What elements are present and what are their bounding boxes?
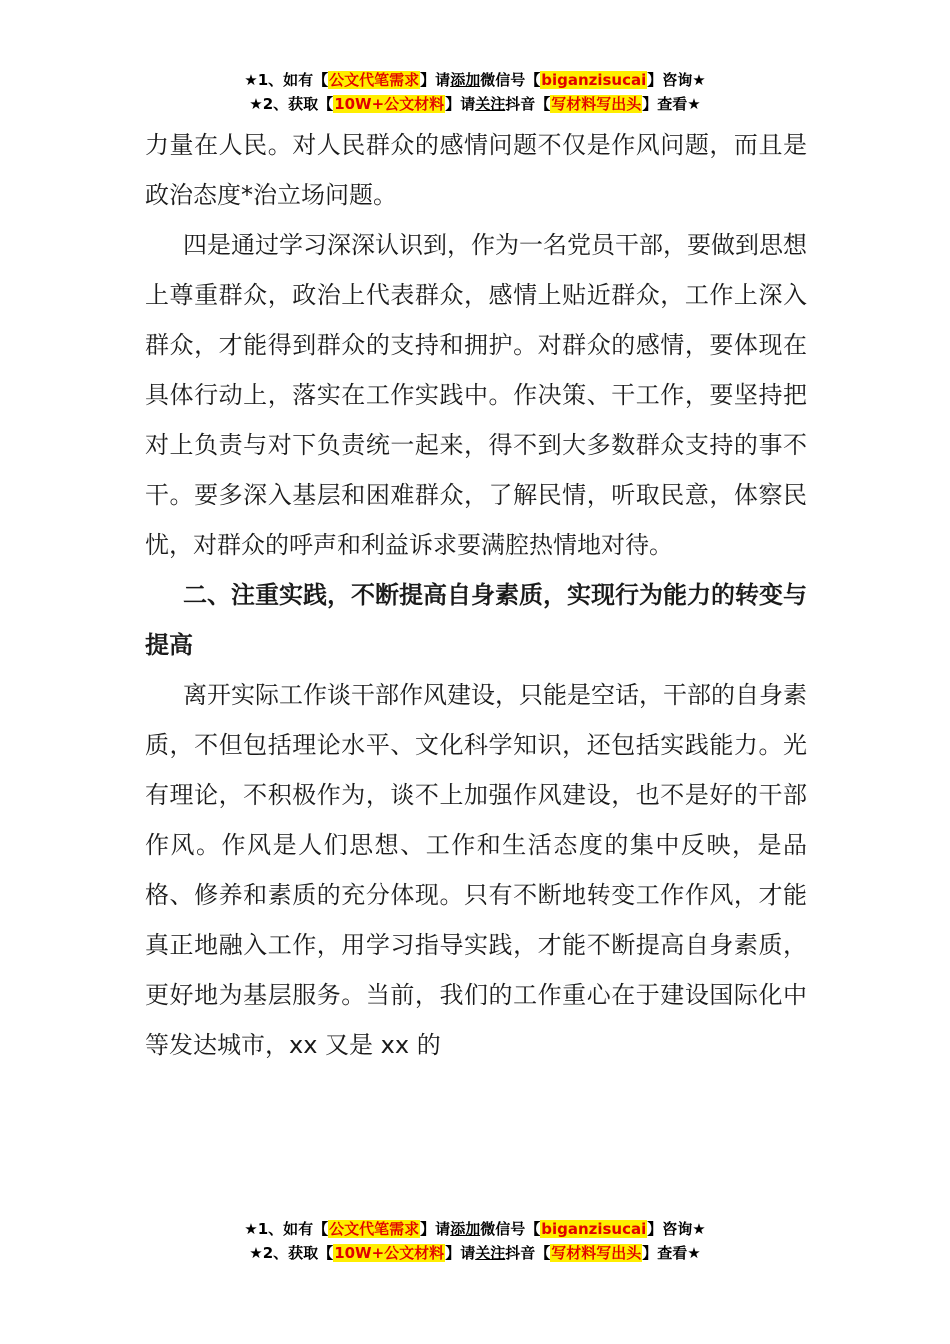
paragraph: 力量在人民。对人民群众的感情问题不仅是作风问题，而且是政治态度*治立场问题。 [145,131,807,209]
banner-line-2 [0,92,950,116]
banner-text: 抖音【 [505,95,551,113]
banner-text: 微信号【 [480,71,541,89]
section-heading: 二、注重实践，不断提高自身素质，实现行为能力的转变与提高 [145,581,807,659]
banner-line-1 [0,1217,950,1241]
banner-text: 】请 [445,95,476,113]
highlight-service: 公文代笔需求 [329,71,420,89]
banner-text: 】咨询★ [647,71,706,89]
banner-text: 】请 [445,1244,476,1262]
banner-text: 抖音【 [505,1244,551,1262]
banner-text: 微信号【 [480,1220,541,1238]
footer-banner [0,1217,950,1265]
highlight-douyin-account: 写材料写出头 [551,1244,642,1262]
banner-text: ★1、如有【 [244,1220,329,1238]
paragraph: 四是通过学习深深认识到，作为一名党员干部，要做到思想上尊重群众，政治上代表群众，感情上贴近群众，工作上深入群众，才能得到群众的支持和拥护。对群众的感情，要体现在具体行动上，落实在工作实践中。作决策、干工作，要坚持把对上负责与对下负责统一起来，得不到大多数群众支持的事不干。要多深入基层和困难群众，了解民情，听取民意，体察民忧，对群众的呼声和利益诉求要满腔热情地对待。 [145,231,807,559]
highlight-service: 公文代笔需求 [329,1220,420,1238]
banner-text: 】查看★ [642,95,701,113]
highlight-materials: 10W+公文材料 [334,95,445,113]
document-body [145,120,807,1070]
banner-text: ★1、如有【 [244,71,329,89]
header-banner [0,68,950,116]
underlined-text: 添加 [450,1220,481,1238]
highlight-wechat-id: biganzisucai [541,1220,647,1238]
underlined-text: 关注 [475,95,506,113]
underlined-text: 关注 [475,1244,506,1262]
underlined-text: 添加 [450,71,481,89]
banner-text: ★2、获取【 [249,1244,334,1262]
banner-line-2 [0,1241,950,1265]
highlight-materials: 10W+公文材料 [334,1244,445,1262]
highlight-wechat-id: biganzisucai [541,71,647,89]
banner-text: 】请 [420,1220,451,1238]
banner-text: 】请 [420,71,451,89]
highlight-douyin-account: 写材料写出头 [551,95,642,113]
banner-line-1 [0,68,950,92]
banner-text: ★2、获取【 [249,95,334,113]
banner-text: 】咨询★ [647,1220,706,1238]
paragraph: 离开实际工作谈干部作风建设，只能是空话，干部的自身素质，不但包括理论水平、文化科学知识，还包括实践能力。光有理论，不积极作为，谈不上加强作风建设，也不是好的干部作风。作风是人们思想、工作和生活态度的集中反映，是品格、修养和素质的充分体现。只有不断地转变工作作风，才能真正地融入工作，用学习指导实践，才能不断提高自身素质，更好地为基层服务。当前，我们的工作重心在于建设国际化中等发达城市，xx 又是 xx 的 [145,681,807,1059]
banner-text: 】查看★ [642,1244,701,1262]
